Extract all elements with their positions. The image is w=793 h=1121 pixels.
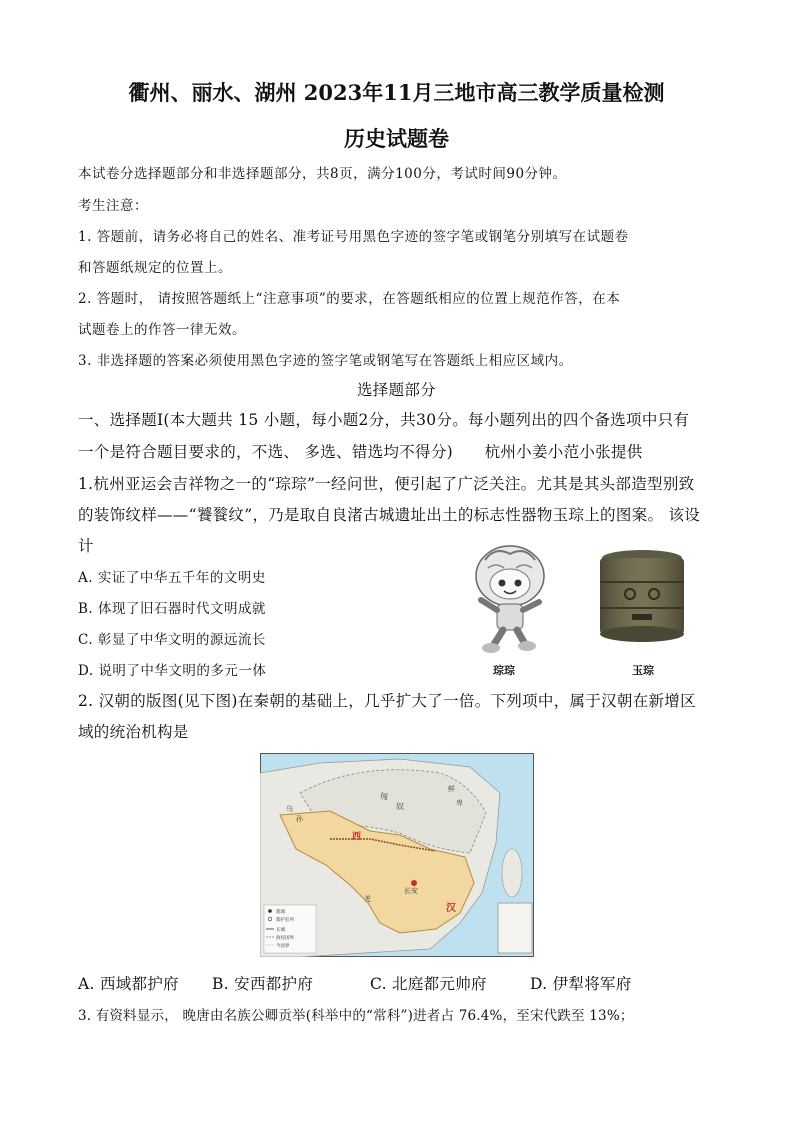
map-label-han: 汉 xyxy=(446,903,456,914)
q1-stem-c: 计 xyxy=(78,537,94,555)
q1-stem-b: 的装饰纹样——“饕餮纹”，乃是取自良渚古城遗址出土的标志性器物玉琮上的图案。 该设 xyxy=(78,506,701,524)
han-dynasty-map xyxy=(260,753,534,957)
mascot-congcong-image xyxy=(455,538,565,658)
map-label-xianbei-b: 卑 xyxy=(456,799,463,807)
map-label-xianbei-a: 鲜 xyxy=(448,785,455,793)
notice-title: 考生注意： xyxy=(78,198,148,214)
exam-title: 衢州、丽水、湖州 2023年11月三地市高三教学质量检测 xyxy=(128,80,665,105)
notice-2b: 试题卷上的作答一律无效。 xyxy=(78,322,246,338)
map-label-sun: 孙 xyxy=(296,815,303,823)
legend-4: 政权国界 xyxy=(276,936,294,941)
legend-5: 今国界 xyxy=(276,944,290,949)
exam-subtitle: 历史试题卷 xyxy=(344,126,449,151)
jade-cong-caption: 玉琮 xyxy=(632,664,654,677)
map-label-xiongnu-a: 匈 xyxy=(380,792,388,801)
q2-option-c: C. 北庭都元帅府 xyxy=(370,975,487,993)
q1-option-b: B. 体现了旧石器时代文明成就 xyxy=(78,601,267,617)
q1-stem-a: 1.杭州亚运会吉祥物之一的“琮琮”一经问世，便引起了广泛关注。尤其是其头部造型别致 xyxy=(78,475,695,493)
map-label-qiang: 羌 xyxy=(364,895,371,903)
q2-stem-a: 2. 汉朝的版图(见下图)在秦朝的基础上，几乎扩大了一倍。下列项中，属于汉朝在新增区 xyxy=(78,692,696,710)
intro-line: 本试卷分选择题部分和非选择题部分，共8页，满分100分，考试时间90分钟。 xyxy=(78,166,567,182)
map-label-changan: 长安 xyxy=(404,887,418,895)
notice-3: 3. 非选择题的答案必须使用黑色字迹的签字笔或钢笔写在答题纸上相应区域内。 xyxy=(78,353,573,369)
q2-stem-b: 域的统治机构是 xyxy=(78,723,189,741)
notice-1b: 和答题纸规定的位置上。 xyxy=(78,260,232,276)
notice-1a: 1. 答题前，请务必将自己的姓名、准考证号用黑色字迹的签字笔或钢笔分别填写在试题卷 xyxy=(78,229,629,245)
mascot-caption: 琮琮 xyxy=(493,664,515,677)
legend-3: 长城 xyxy=(276,928,285,933)
section-title: 选择题部分 xyxy=(356,381,436,399)
part1-instructions-b: 一个是符合题目要求的，不选、 多选、错选均不得分) 杭州小姜小范小张提供 xyxy=(78,443,643,461)
q2-option-b: B. 安西都护府 xyxy=(212,975,314,993)
q2-option-a: A. 西域都护府 xyxy=(78,975,179,993)
q1-option-d: D. 说明了中华文明的多元一体 xyxy=(78,663,267,679)
q1-option-a: A. 实证了中华五千年的文明史 xyxy=(78,570,266,586)
q1-option-c: C. 彰显了中华文明的源远流长 xyxy=(78,632,266,648)
map-label-wu: 乌 xyxy=(286,805,293,813)
jade-cong-image xyxy=(592,548,692,646)
map-label-xiongnu-b: 奴 xyxy=(396,802,404,811)
q2-option-d: D. 伊犁将军府 xyxy=(530,975,632,993)
legend-1: 都城 xyxy=(276,910,285,915)
legend-2: 都护驻所 xyxy=(276,918,294,923)
part1-instructions-a: 一、选择题Ⅰ(本大题共 15 小题，每小题2分，共30分。每小题列出的四个备选项中只有 xyxy=(78,411,690,429)
notice-2a: 2. 答题时， 请按照答题纸上“注意事项”的要求，在答题纸相应的位置上规范作答，在本 xyxy=(78,291,621,307)
map-label-xi: 西 xyxy=(352,832,362,842)
q3-stem-a: 3. 有资料显示， 晚唐由名族公卿贡举(科举中的“常科”)进者占 76.4%，至宋代跌至 13%； xyxy=(78,1008,634,1024)
